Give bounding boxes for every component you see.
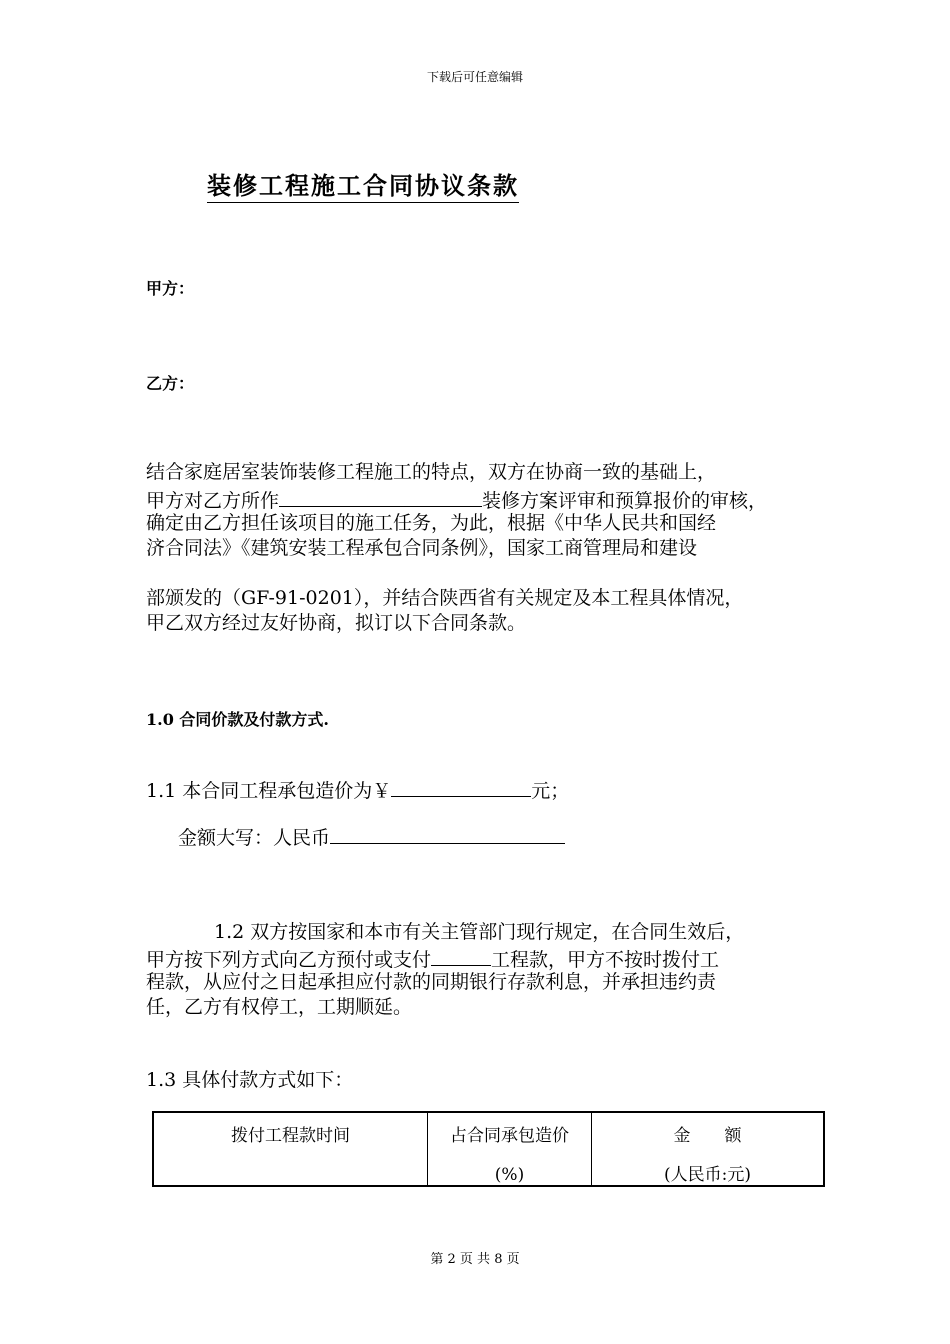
page-header: 下载后可任意编辑 — [426, 70, 523, 84]
project-name-blank[interactable] — [279, 486, 482, 507]
clause-1-1 — [146, 776, 569, 803]
header-percentage: 占合同承包造价 (%) — [428, 1112, 592, 1186]
amount-in-words-label: 金额大写：人民币 — [178, 827, 331, 849]
payment-blank[interactable] — [431, 945, 491, 966]
party-a-label: 甲方： — [146, 279, 195, 298]
clause-1-2-line-2 — [146, 945, 719, 972]
payment-schedule-table — [152, 1111, 825, 1187]
contract-price-blank[interactable] — [391, 776, 531, 797]
clause-1-1-pre: 1.1 本合同工程承包造价为￥ — [146, 780, 392, 802]
intro-line-2-pre: 甲方对乙方所作 — [146, 490, 280, 512]
document-title: 装修工程施工合同协议条款 — [207, 170, 519, 203]
header-amount: 金 额 (人民币:元) — [592, 1112, 825, 1186]
intro-line-1: 结合家庭居室装饰装修工程施工的特点，双方在协商一致的基础上， — [146, 461, 717, 483]
intro-line-6: 甲乙双方经过友好协商，拟订以下合同条款。 — [146, 612, 527, 634]
amount-in-words-line — [178, 823, 565, 850]
intro-line-4: 济合同法》《建筑安装工程承包合同条例》，国家工商管理局和建设 — [146, 537, 698, 559]
clause-1-2-line-1: 1.2 双方按国家和本市有关主管部门现行规定，在合同生效后， — [214, 921, 745, 943]
clause-1-1-post: 元； — [531, 780, 570, 802]
clause-1-2-line-2-post: 工程款，甲方不按时拨付工 — [491, 949, 720, 971]
clause-1-3: 1.3 具体付款方式如下： — [146, 1069, 354, 1091]
section-1-heading: 1.0 合同价款及付款方式. — [146, 710, 329, 729]
table-header-row — [153, 1112, 824, 1186]
intro-line-5: 部颁发的（GF-91-0201），并结合陕西省有关规定及本工程具体情况， — [146, 587, 744, 609]
intro-line-3: 确定由乙方担任该项目的施工任务，为此，根据《中华人民共和国经 — [146, 512, 717, 534]
clause-1-2-line-2-pre: 甲方按下列方式向乙方预付或支付 — [146, 949, 432, 971]
clause-1-2-line-4: 任，乙方有权停工，工期顺延。 — [146, 996, 413, 1018]
amount-in-words-blank[interactable] — [330, 823, 565, 844]
party-b-label: 乙方： — [146, 374, 195, 393]
page-footer: 第 2 页 共 8 页 — [430, 1252, 520, 1267]
intro-line-2-post: 装修方案评审和预算报价的审核， — [482, 490, 768, 512]
intro-line-2 — [146, 486, 767, 513]
clause-1-2-line-3: 程款，从应付之日起承担应付款的同期银行存款利息，并承担违约责 — [146, 971, 717, 993]
header-payment-time: 拨付工程款时间 — [153, 1112, 428, 1186]
